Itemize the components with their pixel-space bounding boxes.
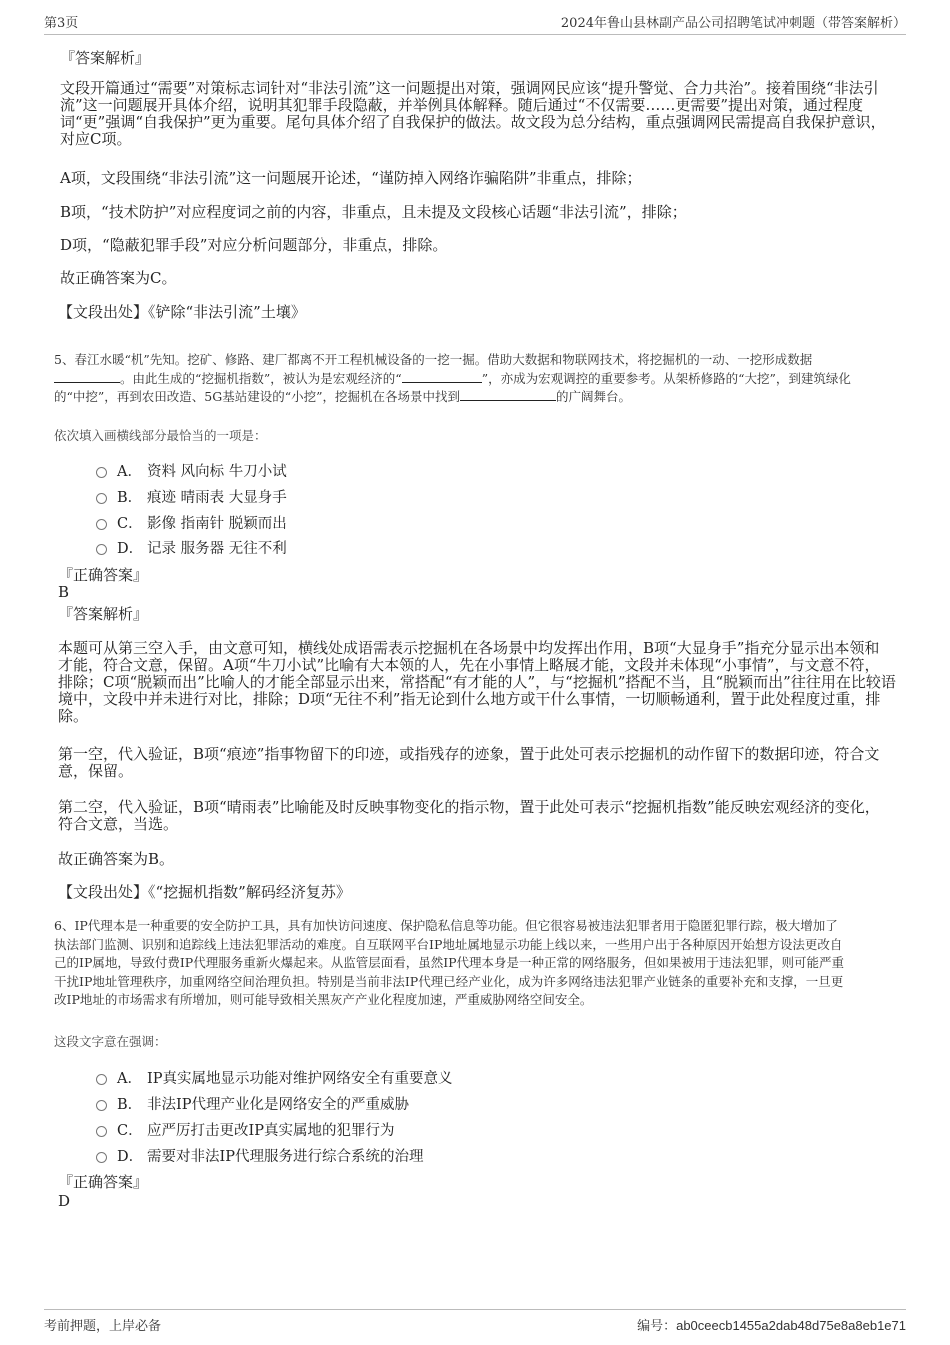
q5-option-d[interactable]: D． 记录 服务器 无往不利 (96, 537, 287, 558)
page-number: 第3页 (44, 16, 79, 31)
q5-option-c[interactable]: C． 影像 指南针 脱颖而出 (96, 512, 287, 533)
q5-answer-label: 『正确答案』 (58, 566, 149, 584)
q6-prompt: 这段文字意在强调： (54, 1034, 167, 1049)
q5-first-blank-line: 意，保留。 (58, 762, 134, 780)
q5-second-blank-line: 第二空，代入验证，B项“晴雨表”比喻能及时反映事物变化的指示物，置于此处可表示“挖掘机指数”能反映宏观经济的变化， (58, 798, 880, 816)
radio-button[interactable] (96, 1100, 107, 1111)
q5-analysis-paragraph (58, 640, 898, 725)
q5-line: 。由此生成的“挖掘机指数”，被认为是宏观经济的“ ”，亦成为宏观调控的重要参考。从架桥修路的“大挖”，到建筑绿化 (54, 370, 899, 389)
q5-blank-3 (460, 388, 556, 401)
q5-answer-value: B (58, 583, 70, 601)
q6-option-a[interactable]: A． IP真实属地显示功能对维护网络安全有重要意义 (96, 1067, 452, 1088)
q4-source: 【文段出处】《铲除“非法引流”土壤》 (58, 303, 306, 321)
q6-option-b[interactable]: B． 非法IP代理产业化是网络安全的严重威胁 (96, 1093, 409, 1114)
q6-answer-value: D (58, 1192, 71, 1210)
page-footer (44, 1309, 906, 1334)
q4-analysis-line: 流”这一问题展开具体介绍，说明其犯罪手段隐蔽，并举例具体解释。随后通过“不仅需要……更需要”提出对策，通过程度 (60, 96, 864, 114)
document-title: 2024年鲁山县林副产品公司招聘笔试冲刺题（带答案解析） (560, 16, 906, 31)
q5-first-blank-line: 第一空，代入验证，B项“痕迹”指事物留下的印迹，或指残存的迹象，置于此处可表示挖掘机的动作留下的数据印迹，符合文 (58, 745, 880, 763)
q6-line: 执法部门监测、识别和追踪线上违法犯罪活动的难度。自互联网平台IP地址属地显示功能上线以来，一些用户出于各种原因开始想方设法更改自 (54, 936, 843, 952)
q5-line: 的“中挖”，再到农田改造、5G基站建设的“小挖”，挖掘机在各场景中找到 的广阔舞台。 (54, 389, 632, 404)
radio-button[interactable] (96, 1126, 107, 1137)
radio-button[interactable] (96, 493, 107, 504)
radio-button[interactable] (96, 1152, 107, 1163)
footer-code: 编号：ab0ceecb1455a2dab48d75e8a8eb1e71 (637, 1318, 906, 1334)
q5-option-a[interactable]: A． 资料 风向标 牛刀小试 (96, 460, 287, 481)
q5-blank-1 (54, 370, 120, 383)
q5-source: 【文段出处】《“挖掘机指数”解码经济复苏》 (58, 883, 351, 901)
q5-second-blank-paragraph (58, 799, 898, 833)
q4-analysis-line: 文段开篇通过“需要”对策标志词针对“非法引流”这一问题提出对策，强调网民应该“提升警觉、合力共治”。接着围绕“非法引 (60, 79, 879, 97)
q5-analysis-line: 排除；C项“脱颖而出”比喻人的才能全部显示出来，常搭配“有才能的人”，与“挖掘机”搭配不当，且“脱颖而出”往往用在比较语 (58, 673, 896, 691)
q4-analysis-paragraph (60, 80, 895, 148)
radio-button[interactable] (96, 544, 107, 555)
q5-conclusion: 故正确答案为B。 (58, 850, 175, 868)
q4-analysis-line: 词“更”强调“自我保护”更为重要。尾句具体介绍了自我保护的做法。故文段为总分结构，重点强调网民需提高自我保护意识， (60, 113, 886, 131)
radio-button[interactable] (96, 467, 107, 478)
q4-option-d-note: D项，“隐蔽犯罪手段”对应分析问题部分，非重点，排除。 (60, 236, 448, 254)
q6-line: 6、IP代理本是一种重要的安全防护工具，具有加快访问速度、保护隐私信息等功能。但它很容易被违法犯罪者用于隐匿犯罪行踪，极大增加了 (54, 918, 838, 933)
q5-second-blank-line: 符合文意，当选。 (58, 815, 179, 833)
q5-question-text (54, 351, 899, 407)
radio-button[interactable] (96, 1074, 107, 1085)
radio-button[interactable] (96, 519, 107, 530)
q5-option-b[interactable]: B． 痕迹 晴雨表 大显身手 (96, 486, 287, 507)
q4-option-a-note: A项，文段围绕“非法引流”这一问题展开论述，“谨防掉入网络诈骗陷阱”非重点，排除； (60, 169, 642, 187)
q5-analysis-line: 除。 (58, 707, 89, 725)
q6-answer-label: 『正确答案』 (58, 1173, 149, 1191)
q5-analysis-label: 『答案解析』 (58, 605, 149, 623)
footer-slogan: 考前押题，上岸必备 (44, 1319, 162, 1334)
q6-line: 改IP地址的市场需求有所增加，则可能导致相关黑灰产产业化程度加速，严重威胁网络空间安全。 (54, 992, 593, 1007)
q5-analysis-line: 本题可从第三空入手，由文意可知，横线处成语需表示挖掘机在各场景中均发挥出作用，B项“大显身手”指充分显示出本领和 (58, 639, 880, 657)
q5-first-blank-paragraph (58, 746, 898, 780)
q4-conclusion: 故正确答案为C。 (60, 269, 177, 287)
q5-line: 5、春江水暖“机”先知。挖矿、修路、建厂都离不开工程机械设备的一挖一掘。借助大数据和物联网技术，将挖掘机的一动、一挖形成数据 (54, 352, 813, 367)
q4-analysis-label: 『答案解析』 (60, 49, 151, 67)
q6-line: 干扰IP地址管理秩序，加重网络空间治理负担。特别是当前非法IP代理已经产业化，成为许多网络违法犯罪产业链条的重要补充和支撑，一旦更 (54, 973, 844, 989)
q6-option-c[interactable]: C． 应严厉打击更改IP真实属地的犯罪行为 (96, 1119, 394, 1140)
q5-analysis-line: 境中，文段中并未进行对比，排除；D项“无往不利”指无论到什么地方或干什么事情，一切顺畅通利，置于此处程度过重，排 (58, 690, 881, 708)
q5-prompt: 依次填入画横线部分最恰当的一项是： (54, 428, 267, 443)
q4-option-b-note: B项，“技术防护”对应程度词之前的内容，非重点，且未提及文段核心话题“非法引流”，排除； (60, 203, 687, 221)
q6-line: 己的IP属地，导致付费IP代理服务重新火爆起来。从监管层面看，虽然IP代理本身是一种正常的网络服务，但如果被用于违法犯罪，则可能严重 (54, 955, 845, 970)
q4-analysis-line: 对应C项。 (60, 130, 132, 148)
q6-question-text (54, 917, 899, 1010)
q6-option-d[interactable]: D． 需要对非法IP代理服务进行综合系统的治理 (96, 1145, 423, 1166)
page-header (44, 12, 906, 35)
q5-analysis-line: 才能，符合文意，保留。A项“牛刀小试”比喻有大本领的人，先在小事情上略展才能，文段并未体现“小事情”，与文意不符， (58, 656, 880, 674)
q5-blank-2 (402, 370, 482, 383)
